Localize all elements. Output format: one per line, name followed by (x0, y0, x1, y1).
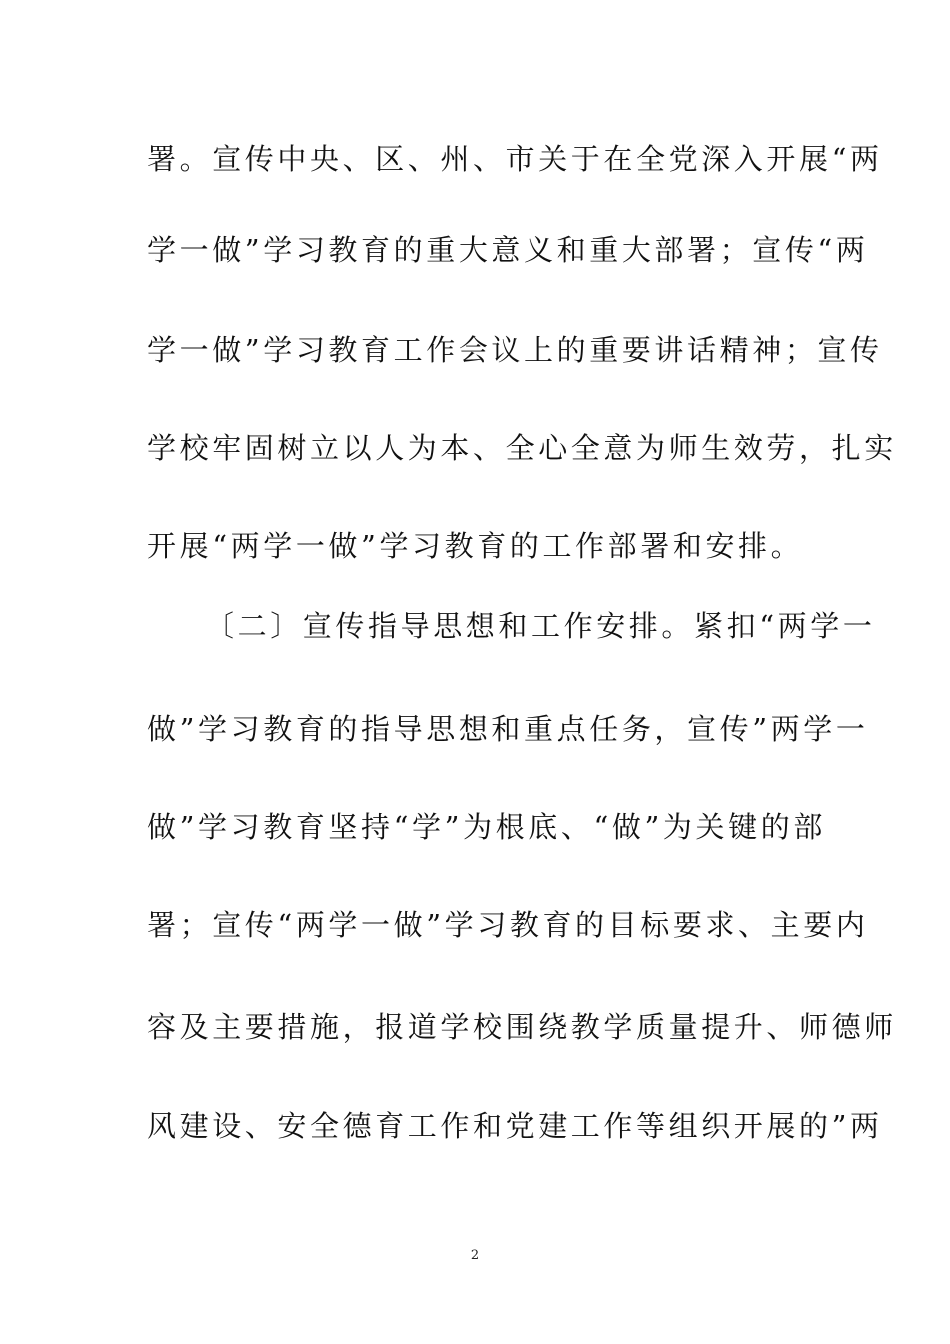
text-line: 做”学习教育坚持“学”为根底、“做”为关键的部 (147, 810, 826, 844)
text-line: 开展“两学一做”学习教育的工作部署和安排。 (147, 529, 804, 563)
page-number: 2 (470, 1248, 480, 1263)
text-line: 学一做”学习教育的重大意义和重大部署；宣传“两 (147, 233, 869, 267)
text-line: 学校牢固树立以人为本、全心全意为师生效劳，扎实 (147, 431, 897, 465)
text-line: 署；宣传“两学一做”学习教育的目标要求、主要内 (147, 908, 869, 942)
text-line: 学一做”学习教育工作会议上的重要讲话精神；宣传 (147, 333, 883, 367)
text-line: 署。宣传中央、区、州、市关于在全党深入开展“两 (147, 142, 883, 176)
text-line: 风建设、安全德育工作和党建工作等组织开展的”两 (147, 1109, 883, 1143)
paragraph-start-line: 〔二〕宣传指导思想和工作安排。紧扣“两学一 (205, 609, 876, 643)
text-line: 做”学习教育的指导思想和重点任务，宣传”两学一 (147, 712, 869, 746)
text-line: 容及主要措施，报道学校围绕教学质量提升、师德师 (147, 1010, 897, 1044)
